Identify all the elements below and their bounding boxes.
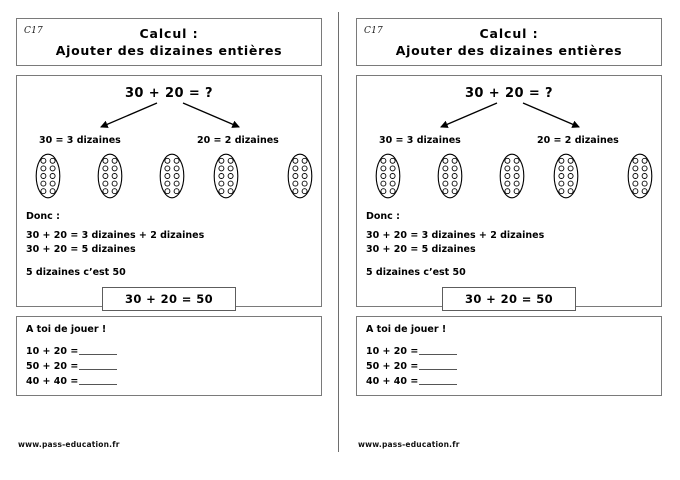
result-box: 30 + 20 = 50: [442, 287, 576, 311]
ten-frame-icon: [287, 153, 313, 199]
exercise-item: [366, 359, 661, 374]
arrow-pair-icon: [17, 101, 321, 135]
title-box: [356, 18, 662, 66]
exercise-item-label: 10 + 20 =: [26, 346, 79, 357]
arrow-right-icon: [523, 103, 579, 127]
ten-frame-icon: [499, 153, 525, 199]
exercise-item-label: 50 + 20 =: [366, 361, 419, 372]
donc-line-1: 30 + 20 = 3 dizaines + 2 dizaines: [26, 230, 205, 241]
answer-blank[interactable]: [79, 369, 117, 370]
donc-line-2: 30 + 20 = 5 dizaines: [366, 244, 476, 255]
lesson-card-right: [340, 0, 678, 480]
exercise-list: [26, 344, 321, 389]
exercise-item: [26, 359, 321, 374]
page-subtitle: Ajouter des dizaines entières: [395, 43, 623, 58]
explanation-block: [357, 207, 661, 278]
exercise-item-label: 50 + 20 =: [26, 361, 79, 372]
footer-url: www.pass-education.fr: [18, 440, 120, 449]
branch-arrows: [17, 101, 321, 135]
exercise-item-label: 10 + 20 =: [366, 346, 419, 357]
branch-arrows: [357, 101, 661, 135]
branch-labels: [17, 135, 321, 149]
page-subtitle: Ajouter des dizaines entières: [55, 43, 283, 58]
conclusion-text: 5 dizaines c’est 50: [366, 267, 466, 278]
tens-group-right: [553, 153, 653, 199]
branch-label-left: 30 = 3 dizaines: [39, 135, 121, 146]
exercise-box: [16, 316, 322, 396]
donc-label: Donc :: [26, 211, 60, 222]
cut-divider-line: [338, 12, 339, 452]
ten-frame-icon: [159, 153, 185, 199]
branch-label-right: 20 = 2 dizaines: [197, 135, 279, 146]
answer-blank[interactable]: [419, 354, 457, 355]
exercise-item: [26, 374, 321, 389]
donc-line-2: 30 + 20 = 5 dizaines: [26, 244, 136, 255]
exercise-title: A toi de jouer !: [366, 324, 447, 335]
tens-illustration-row: [17, 153, 321, 207]
card-content: [356, 18, 662, 396]
exercise-item-label: 40 + 40 =: [26, 376, 79, 387]
page-title: Calcul :: [479, 26, 539, 41]
branch-labels: [357, 135, 661, 149]
result-wrapper: [357, 287, 661, 311]
donc-line-1: 30 + 20 = 3 dizaines + 2 dizaines: [366, 230, 545, 241]
title-lines: [357, 19, 661, 59]
exercise-item: [366, 344, 661, 359]
answer-blank[interactable]: [79, 384, 117, 385]
exercise-item: [366, 374, 661, 389]
donc-label: Donc :: [366, 211, 400, 222]
result-wrapper: [17, 287, 321, 311]
branch-label-right: 20 = 2 dizaines: [537, 135, 619, 146]
title-lines: [17, 19, 321, 59]
lesson-box: [356, 75, 662, 307]
tens-group-left: [375, 153, 525, 199]
lesson-box: [16, 75, 322, 307]
arrow-left-icon: [101, 103, 157, 127]
page-title: Calcul :: [139, 26, 199, 41]
lesson-card-left: [0, 0, 338, 480]
ten-frame-icon: [213, 153, 239, 199]
main-equation: 30 + 20 = ?: [124, 86, 213, 101]
arrow-left-icon: [441, 103, 497, 127]
tens-group-right: [213, 153, 313, 199]
exercise-title: A toi de jouer !: [26, 324, 107, 335]
branch-label-left: 30 = 3 dizaines: [379, 135, 461, 146]
title-box: [16, 18, 322, 66]
ten-frame-icon: [375, 153, 401, 199]
exercise-list: [366, 344, 661, 389]
answer-blank[interactable]: [419, 369, 457, 370]
reference-code: C17: [24, 26, 43, 36]
ten-frame-icon: [627, 153, 653, 199]
explanation-block: [17, 207, 321, 278]
main-equation: 30 + 20 = ?: [464, 86, 553, 101]
answer-blank[interactable]: [79, 354, 117, 355]
ten-frame-icon: [35, 153, 61, 199]
card-content: [16, 18, 322, 396]
tens-group-left: [35, 153, 185, 199]
exercise-box: [356, 316, 662, 396]
arrow-pair-icon: [357, 101, 661, 135]
arrow-right-icon: [183, 103, 239, 127]
conclusion-text: 5 dizaines c’est 50: [26, 267, 126, 278]
exercise-item: [26, 344, 321, 359]
ten-frame-icon: [553, 153, 579, 199]
result-box: 30 + 20 = 50: [102, 287, 236, 311]
reference-code: C17: [364, 26, 383, 36]
exercise-item-label: 40 + 40 =: [366, 376, 419, 387]
ten-frame-icon: [437, 153, 463, 199]
answer-blank[interactable]: [419, 384, 457, 385]
footer-url: www.pass-education.fr: [358, 440, 460, 449]
ten-frame-icon: [97, 153, 123, 199]
tens-illustration-row: [357, 153, 661, 207]
